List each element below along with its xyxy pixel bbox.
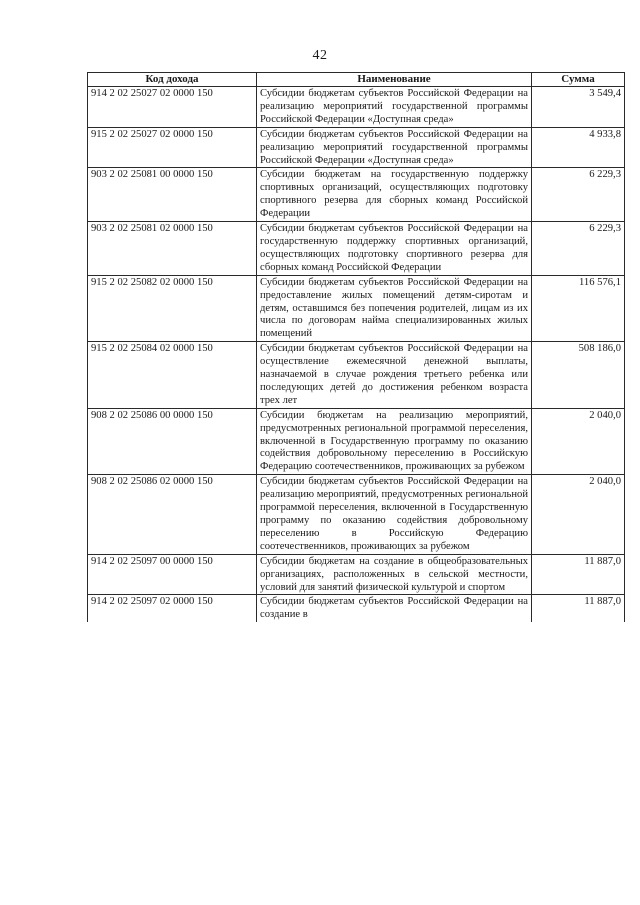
row-code: 915 2 02 25027 02 0000 150 bbox=[88, 127, 257, 168]
row-code: 903 2 02 25081 02 0000 150 bbox=[88, 222, 257, 276]
table-row bbox=[88, 275, 625, 342]
row-sum: 11 887,0 bbox=[532, 595, 625, 622]
row-name: Субсидии бюджетам субъектов Российской Федерации на реализацию мероприятий государственной программы Российской Федерации «Доступная среда» bbox=[257, 87, 532, 128]
row-sum: 3 549,4 bbox=[532, 87, 625, 128]
row-code: 914 2 02 25097 02 0000 150 bbox=[88, 595, 257, 622]
row-code: 908 2 02 25086 02 0000 150 bbox=[88, 475, 257, 554]
table-row bbox=[88, 475, 625, 554]
table-row bbox=[88, 168, 625, 222]
row-code: 914 2 02 25027 02 0000 150 bbox=[88, 87, 257, 128]
revenue-table bbox=[87, 72, 625, 622]
row-sum: 11 887,0 bbox=[532, 554, 625, 595]
row-name: Субсидии бюджетам субъектов Российской Федерации на создание в bbox=[257, 595, 532, 622]
header-code: Код дохода bbox=[88, 73, 257, 87]
row-name: Субсидии бюджетам субъектов Российской Федерации на осуществление ежемесячной денежной выплаты, назначаемой в случае рождения третьего ребенка или последующих детей до достижения ребенком возраста трех лет bbox=[257, 342, 532, 409]
table-row bbox=[88, 127, 625, 168]
row-name: Субсидии бюджетам субъектов Российской Федерации на государственную поддержку спортивных организаций, осуществляющих подготовку спортивного резерва для сборных команд Российской Федерации bbox=[257, 222, 532, 276]
row-code: 915 2 02 25084 02 0000 150 bbox=[88, 342, 257, 409]
header-sum: Сумма bbox=[532, 73, 625, 87]
row-name: Субсидии бюджетам на создание в общеобразовательных организациях, расположенных в сельской местности, условий для занятий физической культурой и спортом bbox=[257, 554, 532, 595]
table-row bbox=[88, 554, 625, 595]
row-sum: 508 186,0 bbox=[532, 342, 625, 409]
row-name: Субсидии бюджетам субъектов Российской Федерации на предоставление жилых помещений детям-сиротам и детям, оставшимся без попечения родителей, лицам из их числа по договорам найма специализированных жилых помещений bbox=[257, 275, 532, 342]
row-name: Субсидии бюджетам субъектов Российской Федерации на реализацию мероприятий, предусмотренных региональной программой переселения, включенной в Государственную программу по оказанию содействия добровольному переселению в Российскую Федерацию соотечественников, проживающих за рубежом bbox=[257, 475, 532, 554]
table-row bbox=[88, 222, 625, 276]
row-name: Субсидии бюджетам на государственную поддержку спортивных организаций, осуществляющих подготовку спортивного резерва для сборных команд Российской Федерации bbox=[257, 168, 532, 222]
table-row bbox=[88, 342, 625, 409]
row-name: Субсидии бюджетам субъектов Российской Федерации на реализацию мероприятий государственной программы Российской Федерации «Доступная среда» bbox=[257, 127, 532, 168]
table-header bbox=[88, 73, 625, 87]
header-row bbox=[88, 73, 625, 87]
row-sum: 2 040,0 bbox=[532, 408, 625, 475]
header-name: Наименование bbox=[257, 73, 532, 87]
row-sum: 2 040,0 bbox=[532, 475, 625, 554]
page-number: 42 bbox=[312, 48, 328, 63]
row-name: Субсидии бюджетам на реализацию мероприятий, предусмотренных региональной программой переселения, включенной в Государственную программу по оказанию содействия добровольному переселению в Российскую Федерацию соотечественников, проживающих за рубежом bbox=[257, 408, 532, 475]
row-sum: 4 933,8 bbox=[532, 127, 625, 168]
row-code: 914 2 02 25097 00 0000 150 bbox=[88, 554, 257, 595]
table-row bbox=[88, 595, 625, 622]
table-body bbox=[88, 87, 625, 623]
row-sum: 6 229,3 bbox=[532, 168, 625, 222]
row-code: 903 2 02 25081 00 0000 150 bbox=[88, 168, 257, 222]
row-sum: 116 576,1 bbox=[532, 275, 625, 342]
table-row bbox=[88, 87, 625, 128]
table-row bbox=[88, 408, 625, 475]
row-code: 908 2 02 25086 00 0000 150 bbox=[88, 408, 257, 475]
row-code: 915 2 02 25082 02 0000 150 bbox=[88, 275, 257, 342]
row-sum: 6 229,3 bbox=[532, 222, 625, 276]
